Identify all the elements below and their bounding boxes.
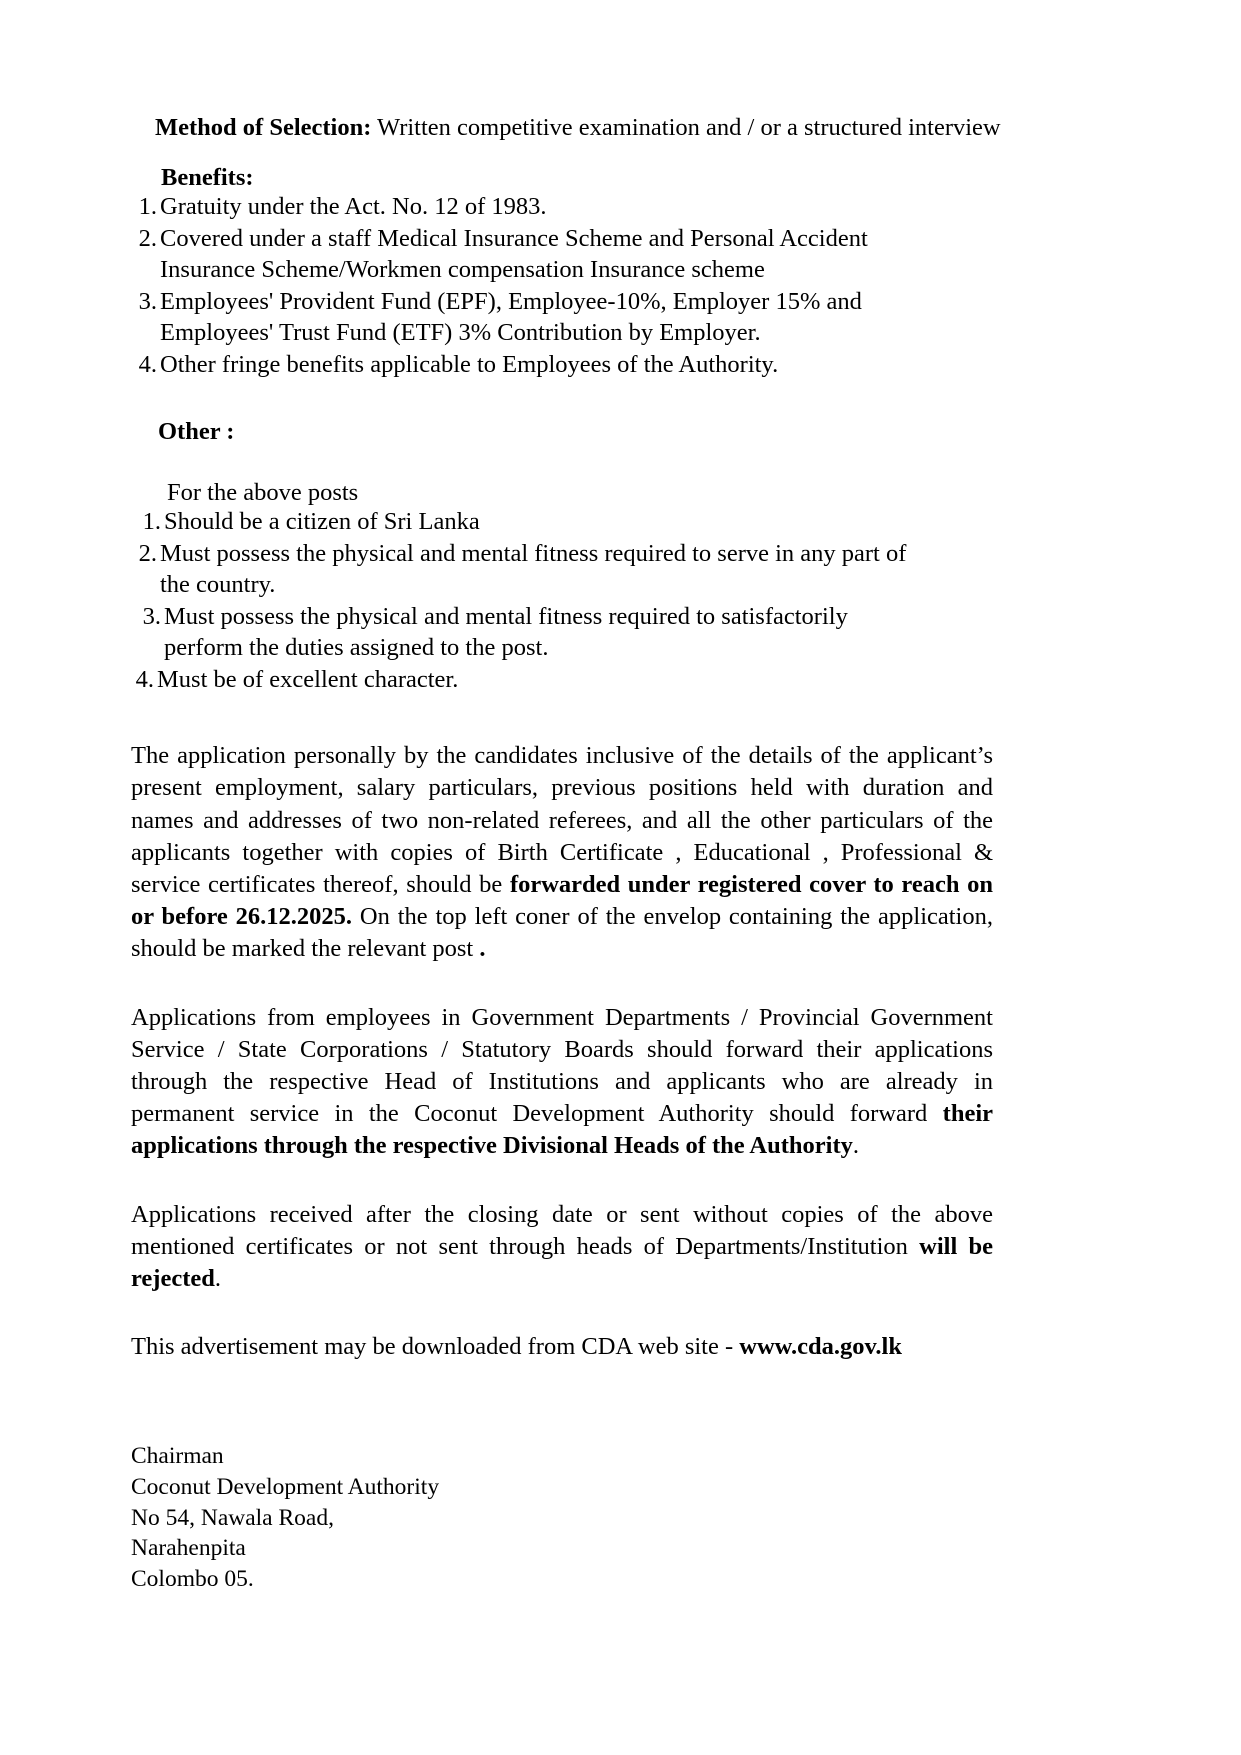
list-item-text: Must be of excellent character. xyxy=(157,666,459,694)
list-item-text: Must possess the physical and mental fitness required to serve in any part of the country. xyxy=(160,540,907,599)
divisional-heads-bold: their applications through the respective Divisional Heads of the Authority xyxy=(131,1100,993,1160)
signature-line-authority: Coconut Development Authority xyxy=(131,1473,440,1500)
rejection-paragraph-part-2: . xyxy=(214,1265,221,1293)
list-item-number: 2. xyxy=(138,225,157,253)
download-paragraph-text: This advertisement may be downloaded from CDA web site - xyxy=(131,1333,740,1361)
signature-line-chairman: Chairman xyxy=(131,1443,224,1470)
list-item-text: Employees' Provident Fund (EPF), Employee-10%, Employer 15% and Employees' Trust Fund (ETF) 3% Contribution by Employer. xyxy=(160,288,862,347)
other-intro-text: For the above posts xyxy=(167,479,359,507)
list-item-text: Other fringe benefits applicable to Employees of the Authority. xyxy=(160,351,779,379)
list-item-number: 1. xyxy=(142,508,161,536)
government-paragraph-part-2: . xyxy=(852,1132,860,1160)
benefits-list xyxy=(131,192,921,381)
list-item-number: 4. xyxy=(135,666,154,694)
list-item-text: Should be a citizen of Sri Lanka xyxy=(164,508,480,536)
list-item xyxy=(131,224,921,286)
application-paragraph-part-1: The application personally by the candidates inclusive of the details of the applicant’s present employment, salary particulars, previous positions held with duration and names and addresses of two non-related referees, and all the other particulars of the applicants together with copies of Birth Certificate , Educational , Professional & service certificates thereof, should be xyxy=(131,742,993,898)
signature-block xyxy=(131,1441,1113,1594)
method-of-selection-text: Written competitive examination and / or a structured interview xyxy=(371,114,1001,141)
signature-line-city: Colombo 05. xyxy=(131,1565,254,1592)
rejection-notice-paragraph xyxy=(131,1199,993,1296)
will-be-rejected-bold: will be rejected xyxy=(131,1232,993,1293)
download-notice-paragraph xyxy=(131,1331,993,1363)
list-item xyxy=(127,665,921,696)
list-item-number: 3. xyxy=(142,603,161,631)
other-list xyxy=(131,507,921,696)
application-paragraph-part-2: On the top left coner of the envelop containing the application, should be marked the relevant post xyxy=(131,903,993,963)
method-of-selection-label: Method of Selection: xyxy=(155,114,372,141)
list-item xyxy=(131,350,921,381)
list-item-number: 4. xyxy=(138,351,157,379)
government-paragraph-part-1: Applications from employees in Government Departments / Provincial Government Service / State Corporations / Statutory Boards should forward their applications through the respective Head of Institutions and applicants who are already in permanent service in the Coconut Development Authority should forward xyxy=(131,1003,993,1128)
signature-line-street: No 54, Nawala Road, xyxy=(131,1504,334,1531)
benefits-heading: Benefits: xyxy=(161,164,254,192)
list-item-text: Covered under a staff Medical Insurance Scheme and Personal Accident Insurance Scheme/Workmen compensation Insurance scheme xyxy=(160,225,868,284)
closing-date-bold: forwarded under registered cover to reach on or before 26.12.2025. xyxy=(131,870,993,931)
cda-website-url: www.cda.gov.lk xyxy=(739,1333,902,1361)
list-item xyxy=(131,192,921,223)
other-heading: Other : xyxy=(158,418,235,446)
application-paragraph-end-period: . xyxy=(479,935,486,963)
list-item-number: 1. xyxy=(138,193,157,221)
method-of-selection-line xyxy=(155,112,1113,143)
list-item xyxy=(131,539,921,601)
rejection-paragraph-part-1: Applications received after the closing date or sent without copies of the above mentioned certificates or not sent through heads of Departments/Institution xyxy=(131,1200,993,1260)
government-employees-paragraph xyxy=(131,1002,993,1163)
signature-line-area: Narahenpita xyxy=(131,1535,246,1562)
list-item xyxy=(131,602,921,664)
application-instructions-paragraph xyxy=(131,740,993,965)
list-item-text: Must possess the physical and mental fitness required to satisfactorily perform the duties assigned to the post. xyxy=(164,603,848,662)
list-item xyxy=(131,287,921,349)
list-item-number: 2. xyxy=(138,540,157,568)
list-item xyxy=(131,507,921,538)
list-item-number: 3. xyxy=(138,288,157,316)
list-item-text: Gratuity under the Act. No. 12 of 1983. xyxy=(160,193,547,221)
